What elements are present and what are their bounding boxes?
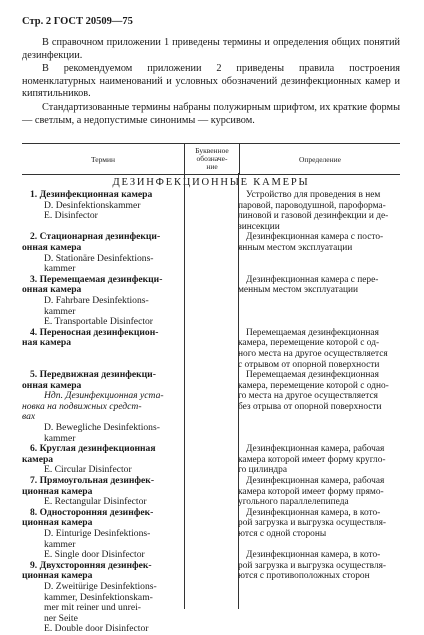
definition-line [238, 296, 400, 307]
definition-line: Дезинфекционная камера с посто- [246, 232, 384, 243]
terms-column [22, 190, 220, 635]
definition-line [238, 317, 400, 328]
term-line: D. Einturige Desinfektions- [44, 528, 151, 539]
term-line: ционная камера [22, 485, 93, 497]
term-line: kammer [44, 305, 76, 317]
term-line: 2. Стационарная дезинфекци- [30, 231, 161, 243]
term-line: kammer, Desinfektionskam- [44, 591, 153, 603]
definition-line [238, 540, 400, 551]
section-title: ДЕЗИНФЕКЦИОННЫЕ КАМЕРЫ [112, 177, 310, 188]
term-line: D. Stationäre Desinfektions- [44, 252, 154, 264]
definition-line: Устройство для проведения в нем [246, 190, 381, 200]
term-line: ner Seite [44, 612, 78, 624]
term-line: mer mit reiner und unrei- [44, 602, 141, 614]
term-line: онная камера [22, 241, 82, 253]
term-line: 4. Переносная дезинфекцион- [30, 326, 159, 338]
definition-line: камера, перемещение которой с одно- [238, 380, 389, 391]
term-line: онная камера [22, 284, 82, 296]
term-line: 9. Двухсторонняя дезинфек- [30, 559, 152, 571]
table-header [22, 143, 400, 175]
term-line: E. Circular Disinfector [44, 464, 132, 476]
term-line: D. Zweitürige Desinfektions- [44, 580, 157, 592]
definition-line: ются с одной стороны [238, 529, 327, 539]
definition-line [238, 307, 400, 318]
term-line: E. Rectangular Disinfector [44, 496, 147, 508]
definition-line [238, 423, 400, 434]
term-line: ная камера [22, 337, 72, 349]
term-line: онная камера [22, 379, 82, 391]
definition-line: Перемещаемая дезинфекционная [246, 327, 379, 338]
definition-line: без отрыва от опорной поверхности [238, 401, 382, 412]
definition-line: го места на другое осуществляется [238, 391, 378, 402]
term-line: вах [22, 411, 36, 423]
intro-text [22, 37, 400, 128]
term-line: E. Disinfector [44, 210, 98, 222]
term-line: E. Transportable Disinfector [44, 316, 153, 328]
definition-line [238, 412, 400, 423]
page-header: Стр. 2 ГОСТ 20509—75 [22, 16, 133, 27]
definition-line: ного места на другое осуществляется [238, 348, 388, 359]
definition-column-header: Определение [240, 144, 401, 175]
definition-line: Дезинфекционная камера, в кото- [246, 507, 381, 518]
term-line: 7. Прямоугольная дезинфек- [30, 475, 155, 487]
term-line: 6. Круглая дезинфекционная [30, 443, 156, 455]
definition-line: Дезинфекционная камера, рабочая [246, 444, 385, 455]
term-line: 3. Перемещаемая дезинфекци- [30, 273, 163, 285]
term-line: камера [22, 453, 54, 465]
term-line: D. Fahrbare Desinfektions- [44, 294, 149, 306]
term-line: новка на подвижных средст- [22, 400, 142, 412]
term-line: 8. Односторонняя дезинфек- [30, 506, 154, 518]
definition-line: Перемещаемая дезинфекционная [246, 370, 379, 381]
letter-column-header: Буквенное обозначе- ние [185, 144, 240, 175]
definition-line: Дезинфекционная камера, рабочая [246, 476, 385, 487]
term-line: kammer [44, 263, 76, 275]
term-line: kammer [44, 432, 76, 444]
definition-line: менным местом эксплуатации [238, 285, 359, 296]
definition-line [238, 254, 400, 265]
definition-line: Дезинфекционная камера с пере- [246, 274, 379, 285]
term-line: 5. Передвижная дезинфекци- [30, 369, 156, 381]
term-line: kammer [44, 538, 76, 550]
definition-line: янным местом эксплуатации [238, 242, 353, 253]
definition-line: камера которой имеет форму кругло- [238, 454, 386, 465]
term-line: E. Double door Disinfector [44, 623, 149, 635]
definition-line: угольного параллелепипеда [238, 497, 349, 508]
definitions-column [238, 190, 400, 582]
definition-line: камера которой имеет форму прямо- [238, 486, 384, 497]
term-line: E. Single door Disinfector [44, 549, 145, 561]
term-line: D. Bewegliche Desinfektions- [44, 422, 160, 434]
definition-line: зинсекции [238, 221, 280, 232]
definition-line: камера, перемещение которой с од- [238, 338, 380, 349]
term-line: ционная камера [22, 517, 93, 529]
term-line: ционная камера [22, 570, 93, 582]
definition-line: с отрывом от опорной поверхности [238, 359, 380, 370]
term-line: D. Desinfektionskammer [44, 199, 141, 211]
definition-line: рой загрузка и выгрузка осуществля- [238, 518, 387, 529]
definition-line: паровой, пароводушной, пароформа- [238, 200, 386, 211]
definition-line: ются с противоположных сторон [238, 571, 370, 582]
definition-line: рой загрузка и выгрузка осуществля- [238, 560, 387, 571]
term-line [22, 349, 220, 360]
definition-line: го цилиндра [238, 465, 288, 476]
term-line: Ндп. Дезинфекционная уста- [44, 390, 164, 402]
intro-paragraph: Стандартизованные термины набраны полужирным шрифтом, их краткие формы — светлым, а недопустимые синонимы — курсивом. [22, 101, 400, 126]
definition-line: линовой и газовой дезинфекции и де- [238, 211, 389, 222]
definition-line [238, 264, 400, 275]
term-line: 1. Дезинфекционная камера [30, 189, 153, 200]
term-column-header: Термин [22, 144, 185, 175]
intro-paragraph: В справочном приложении 1 приведены термины и определения общих понятий дезинфекции. [22, 37, 400, 61]
definition-line: Дезинфекционная камера, в кото- [246, 550, 381, 561]
definition-line [238, 434, 400, 445]
intro-paragraph: В рекомендуемом приложении 2 приведены правила построения номенклатурных наименований и условных обозначений дезинфекционных камер и кипятильников. [22, 63, 400, 100]
